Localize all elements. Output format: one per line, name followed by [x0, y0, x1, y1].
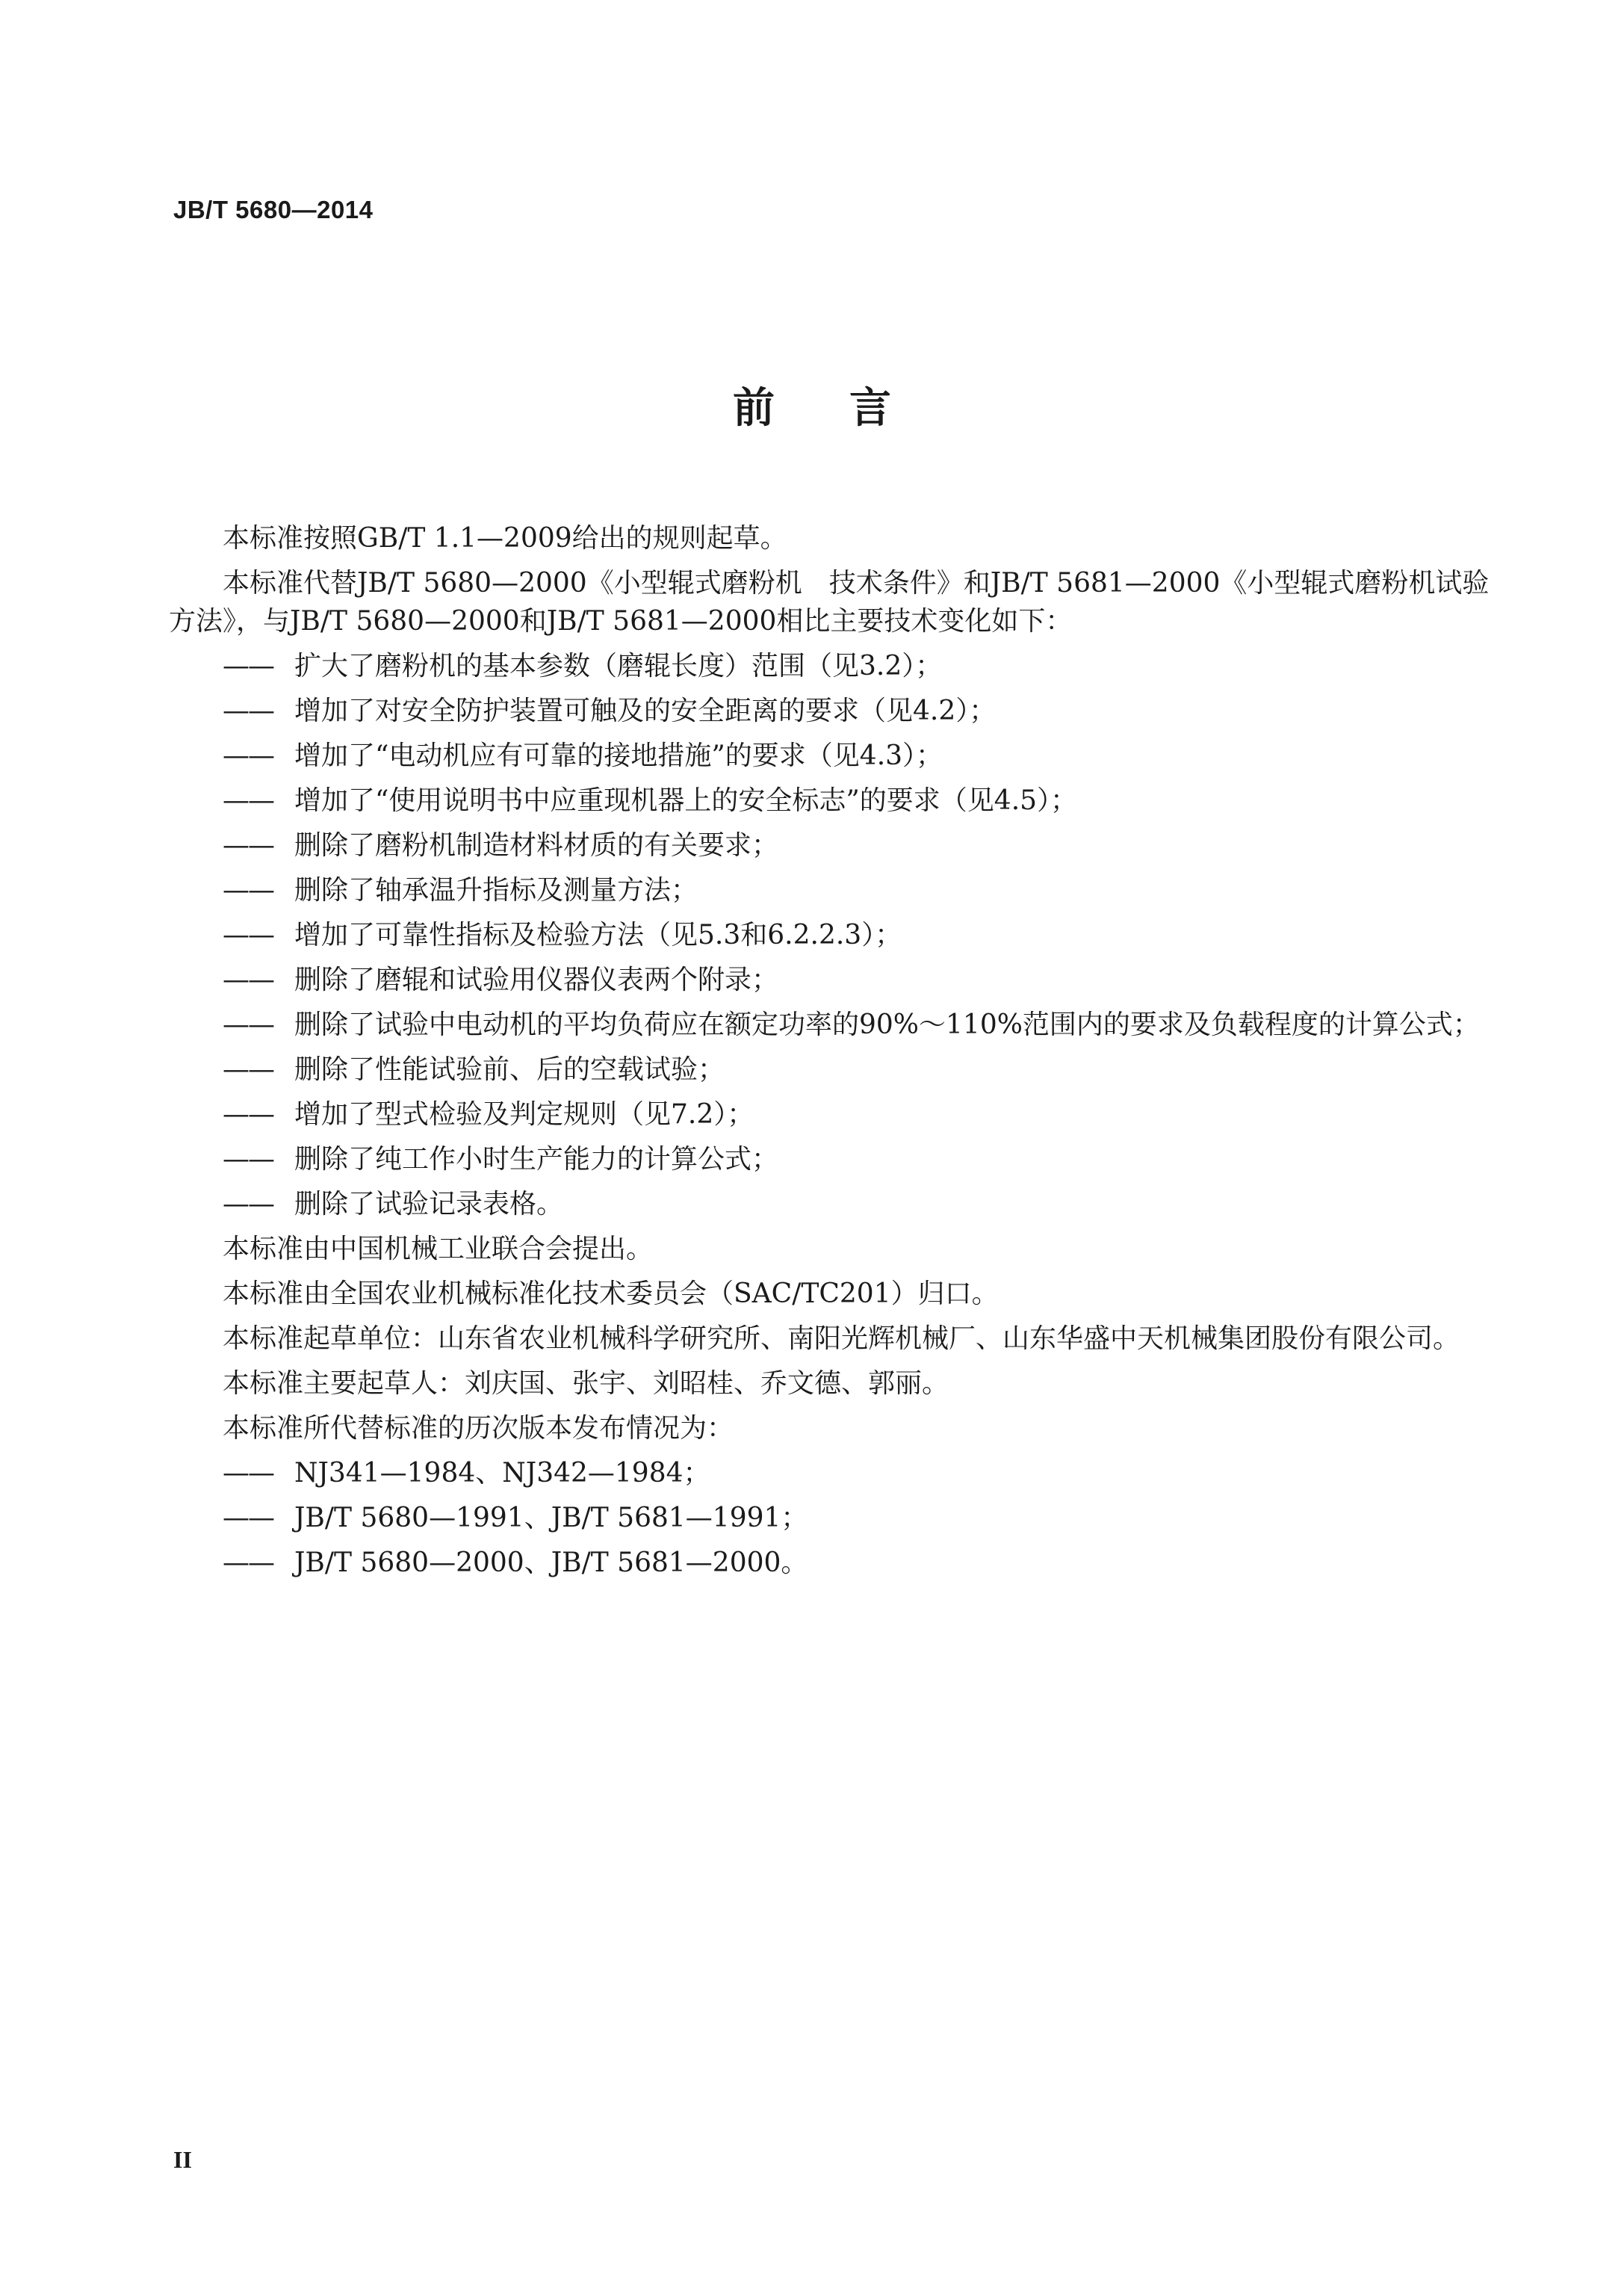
change-list-item	[169, 1499, 1506, 1537]
list-item-text: 增加了“使用说明书中应重现机器上的安全标志”的要求（见4.5）；	[294, 785, 1078, 816]
list-item-text: 删除了磨粉机制造材料材质的有关要求；	[294, 830, 779, 861]
standard-code-header: JB/T 5680—2014	[173, 196, 374, 223]
dash-mark: ——	[223, 875, 273, 906]
dash-mark: ——	[223, 1099, 273, 1130]
foreword-body	[169, 519, 1506, 1589]
list-item-text: 扩大了磨粉机的基本参数（磨辊长度）范围（见3.2）；	[294, 651, 943, 681]
dash-mark: ——	[223, 651, 273, 681]
change-list-item	[169, 1095, 1506, 1134]
dash-mark: ——	[223, 1010, 273, 1040]
list-item-text: 增加了型式检验及判定规则（见7.2）；	[294, 1099, 754, 1130]
list-item-text: 删除了轴承温升指标及测量方法；	[294, 875, 698, 906]
paragraph: 本标准由中国机械工业联合会提出。	[223, 1234, 654, 1264]
list-item-text: 增加了可靠性指标及检验方法（见5.3和6.2.2.3）；	[294, 920, 902, 950]
change-list-item	[169, 1185, 1506, 1223]
change-list-item	[169, 1006, 1506, 1044]
change-list-item	[169, 871, 1506, 909]
dash-mark: ——	[223, 1144, 273, 1175]
list-item-text: JB/T 5680—2000、JB/T 5681—2000。	[294, 1548, 808, 1578]
change-list-item	[169, 916, 1506, 954]
dash-mark: ——	[223, 1054, 273, 1085]
dash-mark: ——	[223, 965, 273, 995]
dash-mark: ——	[223, 1458, 273, 1488]
change-list-item	[169, 692, 1506, 730]
list-item-text: 删除了试验中电动机的平均负荷应在额定功率的90%～110%范围内的要求及负载程度的计算公式；	[294, 1010, 1480, 1040]
list-item-text: 增加了对安全防护装置可触及的安全距离的要求（见4.2）；	[294, 696, 997, 726]
change-list-item	[169, 647, 1506, 685]
list-item-text: 增加了“电动机应有可靠的接地措施”的要求（见4.3）；	[294, 741, 943, 771]
dash-mark: ——	[223, 1189, 273, 1219]
list-item-text: JB/T 5680—1991、JB/T 5681—1991；	[294, 1503, 808, 1533]
dash-mark: ——	[223, 696, 273, 726]
change-list-item	[169, 961, 1506, 999]
page-number: II	[173, 2146, 192, 2173]
change-list-item	[169, 1140, 1506, 1178]
paragraph: 本标准起草单位：山东省农业机械科学研究所、南阳光辉机械厂、山东华盛中天机械集团股份有限公司。	[223, 1323, 1460, 1354]
paragraph: 本标准按照GB/T 1.1—2009给出的规则起草。	[223, 523, 787, 554]
dash-mark: ——	[223, 830, 273, 861]
paragraph: 本标准主要起草人：刘庆国、张宇、刘昭桂、乔文德、郭丽。	[223, 1368, 949, 1399]
change-list-item	[169, 782, 1506, 820]
list-item-text: NJ341—1984、NJ342—1984；	[294, 1458, 710, 1488]
change-list-item	[169, 826, 1506, 865]
page-title: 前言	[733, 384, 966, 433]
list-item-text: 删除了试验记录表格。	[294, 1189, 564, 1219]
dash-mark: ——	[223, 1548, 273, 1578]
dash-mark: ——	[223, 920, 273, 950]
paragraph: 本标准由全国农业机械标准化技术委员会（SAC/TC201）归口。	[223, 1279, 999, 1309]
change-list-item	[169, 1051, 1506, 1089]
dash-mark: ——	[223, 785, 273, 816]
paragraph: 本标准所代替标准的历次版本发布情况为：	[223, 1413, 734, 1444]
dash-mark: ——	[223, 1503, 273, 1533]
list-item-text: 删除了纯工作小时生产能力的计算公式；	[294, 1144, 779, 1175]
change-list-item	[169, 1454, 1506, 1492]
list-item-text: 删除了磨辊和试验用仪器仪表两个附录；	[294, 965, 779, 995]
list-item-text: 删除了性能试验前、后的空载试验；	[294, 1054, 725, 1085]
change-list-item	[169, 1544, 1506, 1582]
dash-mark: ——	[223, 741, 273, 771]
paragraph: 本标准代替JB/T 5680—2000《小型辊式磨粉机 技术条件》和JB/T 5681—2000《小型辊式磨粉机试验方法》，与JB/T 5680—2000和JB/T 5681—2000相比主要技术变化如下：	[169, 568, 1490, 637]
change-list-item	[169, 737, 1506, 775]
